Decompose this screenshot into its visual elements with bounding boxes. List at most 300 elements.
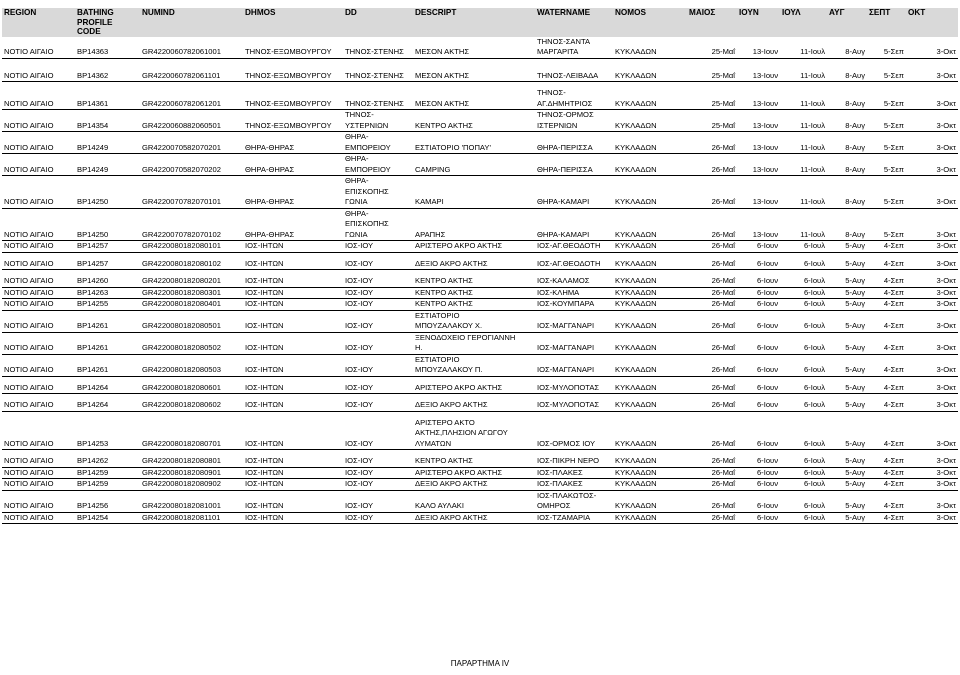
cell-numind: GR4220070782070101 xyxy=(140,176,243,209)
cell-maios: 26-Μαΐ xyxy=(687,276,737,287)
cell-okt: 3-Οκτ xyxy=(906,37,958,59)
cell-nomos: ΚΥΚΛΑΔΩΝ xyxy=(613,479,687,491)
column-header-dd: DD xyxy=(343,8,413,37)
cell-profile-code: BP14250 xyxy=(75,208,140,241)
cell-aug: 8-Αυγ xyxy=(827,132,867,154)
cell-dd: ΙΟΣ-ΙΟΥ xyxy=(343,354,413,376)
cell-ioun: 6-Ιουν xyxy=(737,310,780,332)
cell-descript: ΜΕΣΟΝ ΑΚΤΗΣ xyxy=(413,88,535,110)
cell-dhmos: ΘΗΡΑ-ΘΗΡΑΣ xyxy=(243,208,343,241)
cell-maios: 26-Μαΐ xyxy=(687,512,737,524)
cell-sept: 4-Σεπ xyxy=(867,310,906,332)
cell-nomos: ΚΥΚΛΑΔΩΝ xyxy=(613,259,687,270)
table-row xyxy=(2,418,958,450)
cell-okt: 3-Οκτ xyxy=(906,400,958,411)
cell-okt: 3-Οκτ xyxy=(906,154,958,176)
cell-aug: 8-Αυγ xyxy=(827,37,867,59)
cell-ioun: 13-Ιουν xyxy=(737,176,780,209)
cell-descript: ΚΑΜΑΡΙ xyxy=(413,176,535,209)
cell-descript: ΚΕΝΤΡΟ ΑΚΤΗΣ xyxy=(413,299,535,311)
cell-region: ΝΟΤΙΟ ΑΙΓΑΙΟ xyxy=(2,354,75,376)
cell-dd: ΙΟΣ-ΙΟΥ xyxy=(343,467,413,479)
cell-watername: ΤΗΝΟΣ-ΟΡΜΟΣ ΙΣΤΕΡΝΙΩΝ xyxy=(535,110,613,132)
cell-profile-code: BP14253 xyxy=(75,418,140,450)
cell-descript: ΚΕΝΤΡΟ ΑΚΤΗΣ xyxy=(413,456,535,467)
cell-sept: 4-Σεπ xyxy=(867,241,906,253)
cell-descript: ΕΣΤΙΑΤΟΡΙΟ ΜΠΟΥΖΑΛΑΚΟΥ Π. xyxy=(413,354,535,376)
cell-ioun: 6-Ιουν xyxy=(737,490,780,512)
table-row xyxy=(2,276,958,287)
cell-aug: 5-Αυγ xyxy=(827,310,867,332)
cell-watername: ΙΟΣ-ΠΙΚΡΗ ΝΕΡΟ xyxy=(535,456,613,467)
cell-profile-code: BP14363 xyxy=(75,37,140,59)
cell-ioul: 11-Ιουλ xyxy=(780,37,827,59)
cell-descript: ΚΕΝΤΡΟ ΑΚΤΗΣ xyxy=(413,110,535,132)
cell-profile-code: BP14362 xyxy=(75,71,140,82)
cell-ioun: 6-Ιουν xyxy=(737,332,780,354)
cell-dd: ΙΟΣ-ΙΟΥ xyxy=(343,400,413,411)
column-header-ioun: ΙΟΥΝ xyxy=(737,8,780,37)
cell-ioul: 6-Ιουλ xyxy=(780,383,827,394)
cell-ioul: 6-Ιουλ xyxy=(780,259,827,270)
cell-profile-code: BP14263 xyxy=(75,287,140,299)
cell-profile-code: BP14261 xyxy=(75,354,140,376)
cell-watername: ΙΟΣ-ΚΛΗΜΑ xyxy=(535,287,613,299)
table-row xyxy=(2,259,958,270)
column-header-aug: ΑΥΓ xyxy=(827,8,867,37)
cell-ioul: 6-Ιουλ xyxy=(780,354,827,376)
cell-dhmos: ΤΗΝΟΣ-ΕΞΩΜΒΟΥΡΓΟΥ xyxy=(243,37,343,59)
cell-descript: ΚΕΝΤΡΟ ΑΚΤΗΣ xyxy=(413,276,535,287)
cell-maios: 26-Μαΐ xyxy=(687,259,737,270)
cell-sept: 5-Σεπ xyxy=(867,37,906,59)
cell-okt: 3-Οκτ xyxy=(906,467,958,479)
cell-sept: 4-Σεπ xyxy=(867,276,906,287)
cell-dhmos: ΙΟΣ-ΙΗΤΩΝ xyxy=(243,479,343,491)
cell-watername: ΙΟΣ-ΜΥΛΟΠΟΤΑΣ xyxy=(535,383,613,394)
cell-descript: ΔΕΞΙΟ ΑΚΡΟ ΑΚΤΗΣ xyxy=(413,400,535,411)
cell-dd: ΤΗΝΟΣ-ΣΤΕΝΗΣ xyxy=(343,88,413,110)
cell-ioun: 6-Ιουν xyxy=(737,467,780,479)
cell-profile-code: BP14264 xyxy=(75,400,140,411)
cell-numind: GR4220080182080503 xyxy=(140,354,243,376)
cell-dd: ΙΟΣ-ΙΟΥ xyxy=(343,259,413,270)
cell-aug: 5-Αυγ xyxy=(827,276,867,287)
cell-maios: 26-Μαΐ xyxy=(687,383,737,394)
cell-dhmos: ΙΟΣ-ΙΗΤΩΝ xyxy=(243,241,343,253)
cell-descript: ΔΕΞΙΟ ΑΚΡΟ ΑΚΤΗΣ xyxy=(413,479,535,491)
cell-okt: 3-Οκτ xyxy=(906,241,958,253)
cell-region: ΝΟΤΙΟ ΑΙΓΑΙΟ xyxy=(2,88,75,110)
cell-nomos: ΚΥΚΛΑΔΩΝ xyxy=(613,418,687,450)
cell-watername: ΙΟΣ-ΚΟΥΜΠΑΡΑ xyxy=(535,299,613,311)
column-header-ioul: ΙΟΥΛ xyxy=(780,8,827,37)
cell-okt: 3-Οκτ xyxy=(906,418,958,450)
cell-dhmos: ΙΟΣ-ΙΗΤΩΝ xyxy=(243,332,343,354)
cell-dhmos: ΙΟΣ-ΙΗΤΩΝ xyxy=(243,467,343,479)
cell-sept: 4-Σεπ xyxy=(867,400,906,411)
cell-profile-code: BP14361 xyxy=(75,88,140,110)
cell-region: ΝΟΤΙΟ ΑΙΓΑΙΟ xyxy=(2,71,75,82)
cell-watername: ΘΗΡΑ-ΠΕΡΙΣΣΑ xyxy=(535,132,613,154)
cell-sept: 4-Σεπ xyxy=(867,383,906,394)
cell-sept: 4-Σεπ xyxy=(867,418,906,450)
cell-region: ΝΟΤΙΟ ΑΙΓΑΙΟ xyxy=(2,400,75,411)
cell-descript: ΕΣΤΙΑΤΟΡΙΟ 'ΠΟΠΑΥ' xyxy=(413,132,535,154)
cell-nomos: ΚΥΚΛΑΔΩΝ xyxy=(613,400,687,411)
cell-dhmos: ΙΟΣ-ΙΗΤΩΝ xyxy=(243,456,343,467)
cell-dhmos: ΙΟΣ-ΙΗΤΩΝ xyxy=(243,383,343,394)
cell-watername: ΙΟΣ-ΠΛΑΚΕΣ xyxy=(535,467,613,479)
cell-numind: GR4220080182081101 xyxy=(140,512,243,524)
cell-nomos: ΚΥΚΛΑΔΩΝ xyxy=(613,287,687,299)
cell-maios: 25-Μαΐ xyxy=(687,71,737,82)
cell-descript: ΑΡΑΠΗΣ xyxy=(413,208,535,241)
cell-aug: 5-Αυγ xyxy=(827,456,867,467)
cell-numind: GR4220080182080501 xyxy=(140,310,243,332)
cell-numind: GR4220060782061001 xyxy=(140,37,243,59)
cell-region: ΝΟΤΙΟ ΑΙΓΑΙΟ xyxy=(2,490,75,512)
cell-sept: 5-Σεπ xyxy=(867,176,906,209)
cell-aug: 5-Αυγ xyxy=(827,512,867,524)
table-row xyxy=(2,88,958,110)
cell-numind: GR4220060882060501 xyxy=(140,110,243,132)
cell-profile-code: BP14260 xyxy=(75,276,140,287)
cell-descript: ΔΕΞΙΟ ΑΚΡΟ ΑΚΤΗΣ xyxy=(413,259,535,270)
cell-ioul: 11-Ιουλ xyxy=(780,71,827,82)
cell-aug: 8-Αυγ xyxy=(827,208,867,241)
table-row xyxy=(2,154,958,176)
cell-dhmos: ΙΟΣ-ΙΗΤΩΝ xyxy=(243,418,343,450)
cell-maios: 26-Μαΐ xyxy=(687,208,737,241)
annex-label: ΠΑΡΑΡΤΗΜΑ IV xyxy=(450,659,510,668)
cell-ioul: 6-Ιουλ xyxy=(780,418,827,450)
cell-numind: GR4220060782061101 xyxy=(140,71,243,82)
cell-aug: 5-Αυγ xyxy=(827,467,867,479)
cell-ioul: 6-Ιουλ xyxy=(780,467,827,479)
cell-profile-code: BP14249 xyxy=(75,154,140,176)
cell-aug: 8-Αυγ xyxy=(827,110,867,132)
cell-watername: ΙΟΣ-ΠΛΑΚΕΣ xyxy=(535,479,613,491)
cell-okt: 3-Οκτ xyxy=(906,132,958,154)
cell-dhmos: ΙΟΣ-ΙΗΤΩΝ xyxy=(243,512,343,524)
cell-dhmos: ΙΟΣ-ΙΗΤΩΝ xyxy=(243,299,343,311)
cell-okt: 3-Οκτ xyxy=(906,456,958,467)
cell-maios: 26-Μαΐ xyxy=(687,176,737,209)
cell-okt: 3-Οκτ xyxy=(906,110,958,132)
cell-dd: ΙΟΣ-ΙΟΥ xyxy=(343,310,413,332)
cell-sept: 4-Σεπ xyxy=(867,332,906,354)
cell-profile-code: BP14259 xyxy=(75,479,140,491)
cell-maios: 26-Μαΐ xyxy=(687,418,737,450)
cell-numind: GR4220080182080401 xyxy=(140,299,243,311)
cell-numind: GR4220080182080602 xyxy=(140,400,243,411)
cell-region: ΝΟΤΙΟ ΑΙΓΑΙΟ xyxy=(2,154,75,176)
cell-dd: ΙΟΣ-ΙΟΥ xyxy=(343,241,413,253)
cell-descript: ΜΕΣΟΝ ΑΚΤΗΣ xyxy=(413,71,535,82)
cell-profile-code: BP14264 xyxy=(75,383,140,394)
cell-ioun: 13-Ιουν xyxy=(737,37,780,59)
cell-nomos: ΚΥΚΛΑΔΩΝ xyxy=(613,176,687,209)
cell-watername: ΙΟΣ-ΜΑΓΓΑΝΑΡΙ xyxy=(535,354,613,376)
cell-region: ΝΟΤΙΟ ΑΙΓΑΙΟ xyxy=(2,132,75,154)
cell-ioun: 6-Ιουν xyxy=(737,276,780,287)
cell-okt: 3-Οκτ xyxy=(906,354,958,376)
cell-region: ΝΟΤΙΟ ΑΙΓΑΙΟ xyxy=(2,276,75,287)
cell-watername: ΙΟΣ-ΜΑΓΓΑΝΑΡΙ xyxy=(535,310,613,332)
table-row xyxy=(2,490,958,512)
cell-ioul: 6-Ιουλ xyxy=(780,512,827,524)
column-header-profile-code: BATHING PROFILE CODE xyxy=(75,8,140,37)
cell-sept: 5-Σεπ xyxy=(867,154,906,176)
cell-sept: 4-Σεπ xyxy=(867,259,906,270)
cell-aug: 5-Αυγ xyxy=(827,400,867,411)
table-row xyxy=(2,71,958,82)
cell-maios: 26-Μαΐ xyxy=(687,332,737,354)
cell-nomos: ΚΥΚΛΑΔΩΝ xyxy=(613,154,687,176)
cell-watername: ΙΟΣ-ΤΖΑΜΑΡΙΑ xyxy=(535,512,613,524)
cell-aug: 5-Αυγ xyxy=(827,479,867,491)
cell-okt: 3-Οκτ xyxy=(906,88,958,110)
cell-sept: 4-Σεπ xyxy=(867,490,906,512)
cell-aug: 8-Αυγ xyxy=(827,88,867,110)
cell-ioun: 6-Ιουν xyxy=(737,479,780,491)
cell-nomos: ΚΥΚΛΑΔΩΝ xyxy=(613,132,687,154)
cell-sept: 5-Σεπ xyxy=(867,71,906,82)
cell-dhmos: ΙΟΣ-ΙΗΤΩΝ xyxy=(243,400,343,411)
cell-region: ΝΟΤΙΟ ΑΙΓΑΙΟ xyxy=(2,383,75,394)
cell-ioul: 6-Ιουλ xyxy=(780,456,827,467)
header-row xyxy=(2,8,958,37)
cell-sept: 4-Σεπ xyxy=(867,354,906,376)
cell-nomos: ΚΥΚΛΑΔΩΝ xyxy=(613,512,687,524)
cell-dd: ΙΟΣ-ΙΟΥ xyxy=(343,512,413,524)
cell-ioun: 13-Ιουν xyxy=(737,154,780,176)
cell-ioul: 6-Ιουλ xyxy=(780,287,827,299)
cell-nomos: ΚΥΚΛΑΔΩΝ xyxy=(613,299,687,311)
cell-numind: GR4220070782070102 xyxy=(140,208,243,241)
column-header-dhmos: DHMOS xyxy=(243,8,343,37)
cell-watername: ΘΗΡΑ-ΚΑΜΑΡΙ xyxy=(535,208,613,241)
cell-dd: ΘΗΡΑ- ΕΜΠΟΡΕΙΟΥ xyxy=(343,154,413,176)
cell-profile-code: BP14259 xyxy=(75,467,140,479)
cell-nomos: ΚΥΚΛΑΔΩΝ xyxy=(613,71,687,82)
cell-aug: 8-Αυγ xyxy=(827,71,867,82)
cell-dd: ΙΟΣ-ΙΟΥ xyxy=(343,456,413,467)
cell-dd: ΙΟΣ-ΙΟΥ xyxy=(343,479,413,491)
cell-numind: GR4220080182080502 xyxy=(140,332,243,354)
cell-descript: ΜΕΣΟΝ ΑΚΤΗΣ xyxy=(413,37,535,59)
cell-maios: 26-Μαΐ xyxy=(687,154,737,176)
cell-numind: GR4220080182080902 xyxy=(140,479,243,491)
cell-ioun: 13-Ιουν xyxy=(737,88,780,110)
cell-dhmos: ΙΟΣ-ΙΗΤΩΝ xyxy=(243,354,343,376)
cell-dhmos: ΘΗΡΑ-ΘΗΡΑΣ xyxy=(243,154,343,176)
cell-region: ΝΟΤΙΟ ΑΙΓΑΙΟ xyxy=(2,37,75,59)
cell-dhmos: ΙΟΣ-ΙΗΤΩΝ xyxy=(243,490,343,512)
cell-watername: ΙΟΣ-ΑΓ.ΘΕΟΔΟΤΗ xyxy=(535,241,613,253)
cell-ioul: 6-Ιουλ xyxy=(780,332,827,354)
cell-region: ΝΟΤΙΟ ΑΙΓΑΙΟ xyxy=(2,241,75,253)
cell-descript: CAMPING xyxy=(413,154,535,176)
cell-descript: ΕΣΤΙΑΤΟΡΙΟ ΜΠΟΥΖΑΛΑΚΟΥ Χ. xyxy=(413,310,535,332)
cell-dhmos: ΙΟΣ-ΙΗΤΩΝ xyxy=(243,276,343,287)
cell-aug: 8-Αυγ xyxy=(827,154,867,176)
cell-watername: ΙΟΣ-ΜΑΓΓΑΝΑΡΙ xyxy=(535,332,613,354)
cell-descript: ΚΑΛΟ ΑΥΛΑΚΙ xyxy=(413,490,535,512)
cell-descript: ΑΡΙΣΤΕΡΟ ΑΚΡΟ ΑΚΤΗΣ xyxy=(413,383,535,394)
cell-sept: 4-Σεπ xyxy=(867,479,906,491)
cell-region: ΝΟΤΙΟ ΑΙΓΑΙΟ xyxy=(2,332,75,354)
cell-region: ΝΟΤΙΟ ΑΙΓΑΙΟ xyxy=(2,299,75,311)
cell-ioul: 6-Ιουλ xyxy=(780,490,827,512)
table-row xyxy=(2,354,958,376)
cell-dd: ΤΗΝΟΣ- ΥΣΤΕΡΝΙΩΝ xyxy=(343,110,413,132)
cell-profile-code: BP14257 xyxy=(75,259,140,270)
cell-watername: ΙΟΣ-ΜΥΛΟΠΟΤΑΣ xyxy=(535,400,613,411)
cell-okt: 3-Οκτ xyxy=(906,512,958,524)
cell-dd: ΙΟΣ-ΙΟΥ xyxy=(343,490,413,512)
cell-nomos: ΚΥΚΛΑΔΩΝ xyxy=(613,110,687,132)
cell-maios: 26-Μαΐ xyxy=(687,467,737,479)
cell-maios: 26-Μαΐ xyxy=(687,354,737,376)
cell-nomos: ΚΥΚΛΑΔΩΝ xyxy=(613,332,687,354)
cell-dd: ΙΟΣ-ΙΟΥ xyxy=(343,383,413,394)
cell-profile-code: BP14255 xyxy=(75,299,140,311)
cell-numind: GR4220080182080701 xyxy=(140,418,243,450)
table-row xyxy=(2,176,958,209)
cell-sept: 5-Σεπ xyxy=(867,88,906,110)
cell-aug: 5-Αυγ xyxy=(827,259,867,270)
cell-ioul: 11-Ιουλ xyxy=(780,132,827,154)
cell-numind: GR4220080182080101 xyxy=(140,241,243,253)
column-header-region: REGION xyxy=(2,8,75,37)
cell-numind: GR4220080182080601 xyxy=(140,383,243,394)
cell-ioun: 6-Ιουν xyxy=(737,354,780,376)
cell-region: ΝΟΤΙΟ ΑΙΓΑΙΟ xyxy=(2,418,75,450)
cell-dd: ΙΟΣ-ΙΟΥ xyxy=(343,276,413,287)
cell-descript: ΑΡΙΣΤΕΡΟ ΑΚΡΟ ΑΚΤΗΣ xyxy=(413,241,535,253)
column-header-maios: ΜΑΙΟΣ xyxy=(687,8,737,37)
cell-watername: ΘΗΡΑ-ΠΕΡΙΣΣΑ xyxy=(535,154,613,176)
cell-profile-code: BP14250 xyxy=(75,176,140,209)
column-header-sept: ΣΕΠΤ xyxy=(867,8,906,37)
cell-maios: 26-Μαΐ xyxy=(687,490,737,512)
cell-nomos: ΚΥΚΛΑΔΩΝ xyxy=(613,208,687,241)
cell-descript: ΑΡΙΣΤΕΡΟ ΑΚΡΟ ΑΚΤΗΣ xyxy=(413,467,535,479)
cell-okt: 3-Οκτ xyxy=(906,208,958,241)
cell-nomos: ΚΥΚΛΑΔΩΝ xyxy=(613,37,687,59)
column-header-nomos: NOMOS xyxy=(613,8,687,37)
cell-region: ΝΟΤΙΟ ΑΙΓΑΙΟ xyxy=(2,512,75,524)
cell-nomos: ΚΥΚΛΑΔΩΝ xyxy=(613,490,687,512)
cell-descript: ΔΕΞΙΟ ΑΚΡΟ ΑΚΤΗΣ xyxy=(413,512,535,524)
cell-dd: ΙΟΣ-ΙΟΥ xyxy=(343,299,413,311)
table-row xyxy=(2,241,958,253)
cell-watername: ΘΗΡΑ-ΚΑΜΑΡΙ xyxy=(535,176,613,209)
cell-maios: 26-Μαΐ xyxy=(687,310,737,332)
cell-dd: ΙΟΣ-ΙΟΥ xyxy=(343,287,413,299)
table-row xyxy=(2,383,958,394)
cell-okt: 3-Οκτ xyxy=(906,71,958,82)
cell-dhmos: ΤΗΝΟΣ-ΕΞΩΜΒΟΥΡΓΟΥ xyxy=(243,110,343,132)
table-row xyxy=(2,456,958,467)
cell-okt: 3-Οκτ xyxy=(906,332,958,354)
cell-ioul: 11-Ιουλ xyxy=(780,154,827,176)
cell-profile-code: BP14354 xyxy=(75,110,140,132)
cell-ioul: 11-Ιουλ xyxy=(780,88,827,110)
cell-ioun: 6-Ιουν xyxy=(737,456,780,467)
cell-ioun: 13-Ιουν xyxy=(737,71,780,82)
cell-ioun: 6-Ιουν xyxy=(737,241,780,253)
cell-numind: GR4220060782061201 xyxy=(140,88,243,110)
cell-maios: 25-Μαΐ xyxy=(687,110,737,132)
cell-ioun: 13-Ιουν xyxy=(737,110,780,132)
cell-watername: ΙΟΣ-ΟΡΜΟΣ ΙΟΥ xyxy=(535,418,613,450)
cell-numind: GR4220080182080201 xyxy=(140,276,243,287)
cell-okt: 3-Οκτ xyxy=(906,259,958,270)
cell-ioun: 6-Ιουν xyxy=(737,287,780,299)
column-header-descript: DESCRIPT xyxy=(413,8,535,37)
cell-profile-code: BP14256 xyxy=(75,490,140,512)
cell-sept: 4-Σεπ xyxy=(867,299,906,311)
cell-dd: ΤΗΝΟΣ-ΣΤΕΝΗΣ xyxy=(343,71,413,82)
cell-okt: 3-Οκτ xyxy=(906,310,958,332)
cell-ioun: 6-Ιουν xyxy=(737,259,780,270)
table-row xyxy=(2,400,958,411)
table-row xyxy=(2,287,958,299)
cell-maios: 26-Μαΐ xyxy=(687,400,737,411)
cell-dhmos: ΘΗΡΑ-ΘΗΡΑΣ xyxy=(243,132,343,154)
cell-numind: GR4220080182080102 xyxy=(140,259,243,270)
cell-ioun: 6-Ιουν xyxy=(737,418,780,450)
cell-descript: ΚΕΝΤΡΟ ΑΚΤΗΣ xyxy=(413,287,535,299)
cell-nomos: ΚΥΚΛΑΔΩΝ xyxy=(613,310,687,332)
cell-sept: 4-Σεπ xyxy=(867,287,906,299)
cell-region: ΝΟΤΙΟ ΑΙΓΑΙΟ xyxy=(2,467,75,479)
cell-ioul: 6-Ιουλ xyxy=(780,479,827,491)
cell-ioun: 6-Ιουν xyxy=(737,299,780,311)
cell-watername: ΙΟΣ-ΚΑΛΑΜΟΣ xyxy=(535,276,613,287)
cell-nomos: ΚΥΚΛΑΔΩΝ xyxy=(613,241,687,253)
table-row xyxy=(2,208,958,241)
cell-numind: GR4220080182080301 xyxy=(140,287,243,299)
cell-numind: GR4220070582070202 xyxy=(140,154,243,176)
cell-nomos: ΚΥΚΛΑΔΩΝ xyxy=(613,354,687,376)
cell-region: ΝΟΤΙΟ ΑΙΓΑΙΟ xyxy=(2,310,75,332)
cell-sept: 5-Σεπ xyxy=(867,208,906,241)
cell-ioul: 11-Ιουλ xyxy=(780,208,827,241)
cell-region: ΝΟΤΙΟ ΑΙΓΑΙΟ xyxy=(2,208,75,241)
cell-profile-code: BP14249 xyxy=(75,132,140,154)
cell-nomos: ΚΥΚΛΑΔΩΝ xyxy=(613,456,687,467)
cell-maios: 25-Μαΐ xyxy=(687,37,737,59)
cell-numind: GR4220080182080801 xyxy=(140,456,243,467)
cell-maios: 26-Μαΐ xyxy=(687,299,737,311)
cell-maios: 26-Μαΐ xyxy=(687,132,737,154)
cell-aug: 8-Αυγ xyxy=(827,176,867,209)
cell-sept: 4-Σεπ xyxy=(867,456,906,467)
cell-aug: 5-Αυγ xyxy=(827,418,867,450)
cell-aug: 5-Αυγ xyxy=(827,490,867,512)
cell-sept: 4-Σεπ xyxy=(867,467,906,479)
cell-nomos: ΚΥΚΛΑΔΩΝ xyxy=(613,88,687,110)
cell-maios: 26-Μαΐ xyxy=(687,287,737,299)
cell-okt: 3-Οκτ xyxy=(906,479,958,491)
cell-ioul: 6-Ιουλ xyxy=(780,299,827,311)
cell-nomos: ΚΥΚΛΑΔΩΝ xyxy=(613,467,687,479)
cell-region: ΝΟΤΙΟ ΑΙΓΑΙΟ xyxy=(2,110,75,132)
